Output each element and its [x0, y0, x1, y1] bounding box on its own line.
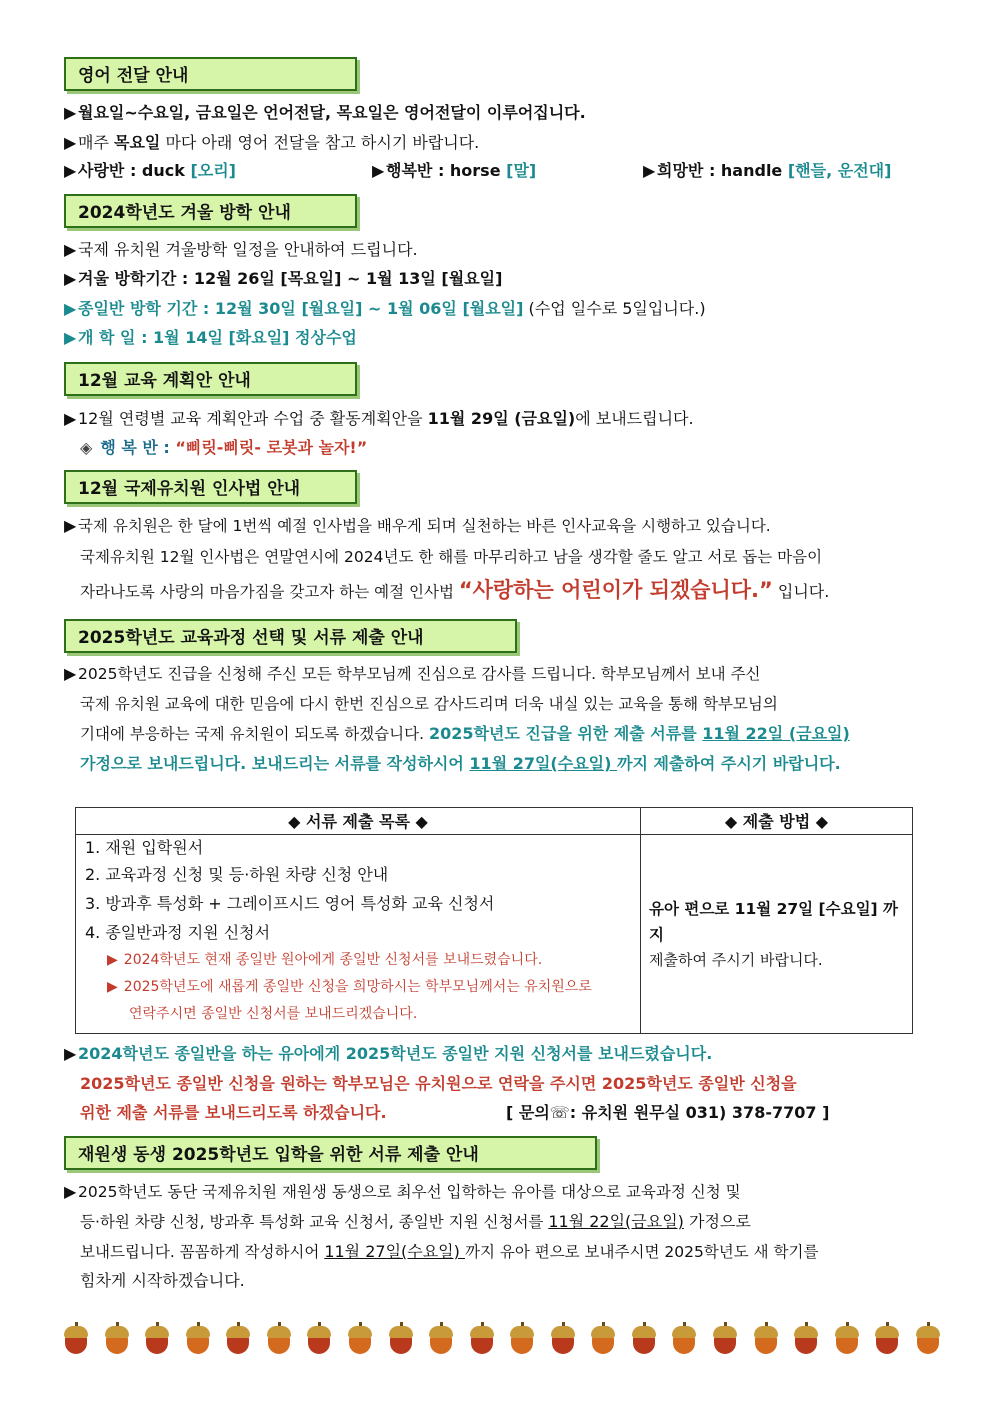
- acorn-icon: [305, 1322, 333, 1356]
- sibling-line-2: [80, 1210, 751, 1234]
- arrow-icon: ▶: [64, 516, 77, 535]
- text: 12월 연령별 교육 계획안과 수업 중 활동계획안을: [78, 409, 428, 428]
- document-note-2: [77, 974, 639, 1001]
- acorn-icon: [549, 1322, 577, 1356]
- acorn-icon: [62, 1322, 90, 1356]
- acorn-icon: [184, 1322, 212, 1356]
- section-title-sibling: 재원생 동생 2025학년도 입학을 위한 서류 제출 안내: [64, 1136, 597, 1170]
- note-text: 2024학년도 현재 종일반 원아에게 종일반 신청서를 보내드렸습니다.: [123, 952, 543, 968]
- winter-line-3: [64, 297, 706, 321]
- after-line-1: [64, 1042, 712, 1066]
- acorn-icon: [670, 1322, 698, 1356]
- acorn-icon: [468, 1322, 496, 1356]
- after-line-2: 2025학년도 종일반 신청을 원하는 학부모님은 유치원으로 연락을 주시면 2025학년도 종일반 신청을: [80, 1074, 797, 1093]
- arrow-icon: ▶: [64, 409, 77, 428]
- acorn-icon: [265, 1322, 293, 1356]
- class-label: 행복반 : horse: [386, 161, 507, 180]
- curriculum-line-4: [80, 752, 841, 776]
- acorn-icon: [143, 1322, 171, 1356]
- acorn-icon: [792, 1322, 820, 1356]
- class-word-hope: [643, 159, 891, 183]
- section-title-greeting: 12월 국제유치원 인사법 안내: [64, 470, 357, 504]
- greeting-line-2: [80, 545, 822, 569]
- sibling-line-4: 힘차게 시작하겠습니다.: [80, 1271, 245, 1290]
- submission-method-cell: [641, 835, 913, 1034]
- arrow-icon: ▶: [643, 161, 656, 180]
- text: 국제 유치원 교육에 대한 믿음에 다시 한번 진심으로 감사드리며 더욱 내실 있는 교육을 통해 학부모님의: [80, 695, 778, 713]
- class-label: 행 복 반 :: [100, 438, 176, 457]
- document-item: 2. 교육과정 신청 및 등·하원 차량 신청 안내: [85, 865, 389, 884]
- text: 가정으로 보내드립니다. 보내드리는 서류를 작성하시어: [80, 754, 470, 773]
- winter-line-2: [64, 267, 502, 291]
- greeting-line-1: [64, 514, 771, 538]
- section-title-curriculum: 2025학년도 교육과정 선택 및 서류 제출 안내: [64, 619, 517, 653]
- acorn-icon: [630, 1322, 658, 1356]
- winter-line-4: [64, 326, 357, 350]
- due-date: 11월 27일(수요일): [324, 1242, 465, 1261]
- document-item: 4. 종일반과정 지원 신청서: [85, 923, 271, 942]
- class-word-happy: [372, 159, 536, 183]
- arrow-icon: ▶: [64, 664, 77, 683]
- english-line-1: [64, 101, 586, 125]
- text: 보내드립니다. 꼼꼼하게 작성하시어: [80, 1243, 325, 1261]
- acorn-icon: [346, 1322, 374, 1356]
- documents-list-cell: [76, 835, 641, 1034]
- acorn-icon: [873, 1322, 901, 1356]
- plan-line-1: [64, 407, 694, 431]
- acorn-border: [62, 1322, 942, 1362]
- english-line-2: [64, 131, 479, 155]
- text: 까지 제출하여 주시기 바랍니다.: [617, 754, 841, 773]
- acorn-icon: [224, 1322, 252, 1356]
- arrow-icon: ▶: [64, 1044, 77, 1063]
- arrow-icon: ▶: [64, 269, 77, 288]
- thursday-text: 목요일: [114, 133, 161, 152]
- text: 마다 아래 영어 전달을 참고 하시기 바랍니다.: [160, 133, 480, 152]
- text: 등·하원 차량 신청, 방과후 특성화 교육 신청서, 종일반 지원 신청서를: [80, 1213, 549, 1231]
- text: 2025학년도 동단 국제유치원 재원생 동생으로 최우선 입학하는 유아를 대상으로 교육과정 신청 및: [78, 1183, 741, 1201]
- acorn-icon: [103, 1322, 131, 1356]
- word-meaning: [말]: [506, 161, 537, 180]
- text: 에 보내드립니다.: [575, 409, 694, 428]
- curriculum-line-2: [80, 692, 778, 716]
- section-title-december-plan: 12월 교육 계획안 안내: [64, 362, 357, 396]
- curriculum-line-1: [64, 662, 761, 686]
- extended-care-break: 종일반 방학 기간 : 12월 30일 [월요일] ~ 1월 06일 [월요일]: [78, 299, 524, 318]
- text: 기대에 부응하는 국제 유치원이 되도록 하겠습니다.: [80, 725, 429, 743]
- section-title-english: 영어 전달 안내: [64, 57, 357, 91]
- acorn-icon: [427, 1322, 455, 1356]
- word-meaning: [핸들, 운전대]: [787, 161, 892, 180]
- theme-title: “삐릿-삐릿- 로봇과 놀자!”: [175, 438, 368, 457]
- class-word-love: [64, 159, 236, 183]
- document-item: 3. 방과후 특성화 + 그레이프시드 영어 특성화 교육 신청서: [85, 894, 495, 913]
- text: 국제 유치원은 한 달에 1번씩 예절 인사법을 배우게 되며 실천하는 바른 인사교육을 시행하고 있습니다.: [78, 517, 771, 535]
- curriculum-line-3: [80, 722, 850, 746]
- note-text: 2025학년도에 새롭게 종일반 신청을 희망하시는 학부모님께서는 유치원으로: [123, 979, 592, 995]
- text: 까지 유아 편으로 보내주시면 2025학년도 새 학기를: [464, 1243, 819, 1261]
- plan-line-2: [80, 436, 367, 460]
- acorn-icon: [508, 1322, 536, 1356]
- arrow-icon: ▶: [64, 161, 77, 180]
- text: 매주: [78, 133, 114, 152]
- sibling-line-1: [64, 1180, 741, 1204]
- sibling-line-3: [80, 1240, 818, 1264]
- method-line-2: 제출하여 주시기 바랍니다.: [649, 951, 823, 969]
- text: 입니다.: [772, 582, 830, 601]
- acorn-icon: [589, 1322, 617, 1356]
- class-label: 사랑반 : duck: [78, 161, 191, 180]
- acorn-icon: [914, 1322, 942, 1356]
- acorn-icon: [711, 1322, 739, 1356]
- arrow-icon: ▶: [64, 328, 77, 347]
- arrow-icon: ▶: [107, 979, 118, 995]
- greeting-phrase: “사랑하는 어린이가 되겠습니다.”: [458, 578, 773, 602]
- text: 국제유치원 12월 인사법은 연말연시에 2024년도 한 해를 마무리하고 남을 생각할 줄도 알고 서로 돕는 마음이: [80, 548, 823, 566]
- acorn-icon: [387, 1322, 415, 1356]
- section-title-winter-break: 2024학년도 겨울 방학 안내: [64, 194, 357, 228]
- arrow-icon: ▶: [64, 299, 77, 318]
- greeting-line-3: [80, 578, 829, 604]
- winter-line-1: [64, 238, 418, 262]
- diamond-icon: ◈: [80, 438, 93, 457]
- document-note-2-cont: 연락주시면 종일반 신청서를 보내드리겠습니다.: [129, 1006, 418, 1022]
- text: 위한 제출 서류를 보내드리도록 하겠습니다.: [80, 1103, 387, 1122]
- documents-list-header: ◆ 서류 제출 목록 ◆: [76, 808, 641, 835]
- method-line-1: 유아 편으로 11월 27일 [수요일] 까지: [649, 900, 898, 944]
- break-period: 겨울 방학기간 : 12월 26일 [목요일] ~ 1월 13일 [월요일]: [78, 269, 503, 288]
- due-date: 11월 27일(수요일): [469, 754, 617, 773]
- english-schedule-text: 월요일~수요일, 금요일은 언어전달, 목요일은 영어전달이 이루어집니다.: [78, 103, 586, 122]
- text: 2024학년도 종일반을 하는 유아에게 2025학년도 종일반 지원 신청서를 보내드렸습니다.: [78, 1044, 713, 1063]
- document-note-1: [77, 947, 639, 974]
- word-meaning: [오리]: [190, 161, 236, 180]
- school-start: 개 학 일 : 1월 14일 [화요일] 정상수업: [78, 328, 357, 347]
- send-date: 11월 22일(금요일): [548, 1212, 684, 1231]
- documents-table: [75, 807, 913, 1034]
- contact-info: [ 문의☏: 유치원 원무실 031) 378-7707 ]: [506, 1103, 830, 1122]
- arrow-icon: ▶: [64, 103, 77, 122]
- text: 자라나도록 사랑의 마음가짐을 갖고자 하는 예절 인사법: [80, 583, 459, 601]
- arrow-icon: ▶: [64, 1182, 77, 1201]
- text: 가정으로: [683, 1212, 751, 1231]
- arrow-icon: ▶: [372, 161, 385, 180]
- text: 국제 유치원 겨울방학 일정을 안내하여 드립니다.: [78, 240, 418, 259]
- date: 11월 29일 (금요일): [427, 409, 576, 428]
- submission-text: 2025학년도 진급을 위한 제출 서류를: [428, 724, 703, 743]
- acorn-icon: [833, 1322, 861, 1356]
- text: 2025학년도 진급을 신청해 주신 모든 학부모님께 진심으로 감사를 드립니다. 학부모님께서 보내 주신: [78, 665, 761, 683]
- arrow-icon: ▶: [64, 240, 77, 259]
- class-label: 희망반 : handle: [657, 161, 788, 180]
- submission-method-header: ◆ 제출 방법 ◆: [641, 808, 913, 835]
- acorn-icon: [752, 1322, 780, 1356]
- document-item: 1. 재원 입학원서: [85, 838, 204, 857]
- arrow-icon: ▶: [64, 133, 77, 152]
- after-line-3: [80, 1101, 387, 1125]
- send-date: 11월 22일 (금요일): [702, 724, 850, 743]
- note: (수업 일수로 5일입니다.): [523, 299, 706, 318]
- arrow-icon: ▶: [107, 952, 118, 968]
